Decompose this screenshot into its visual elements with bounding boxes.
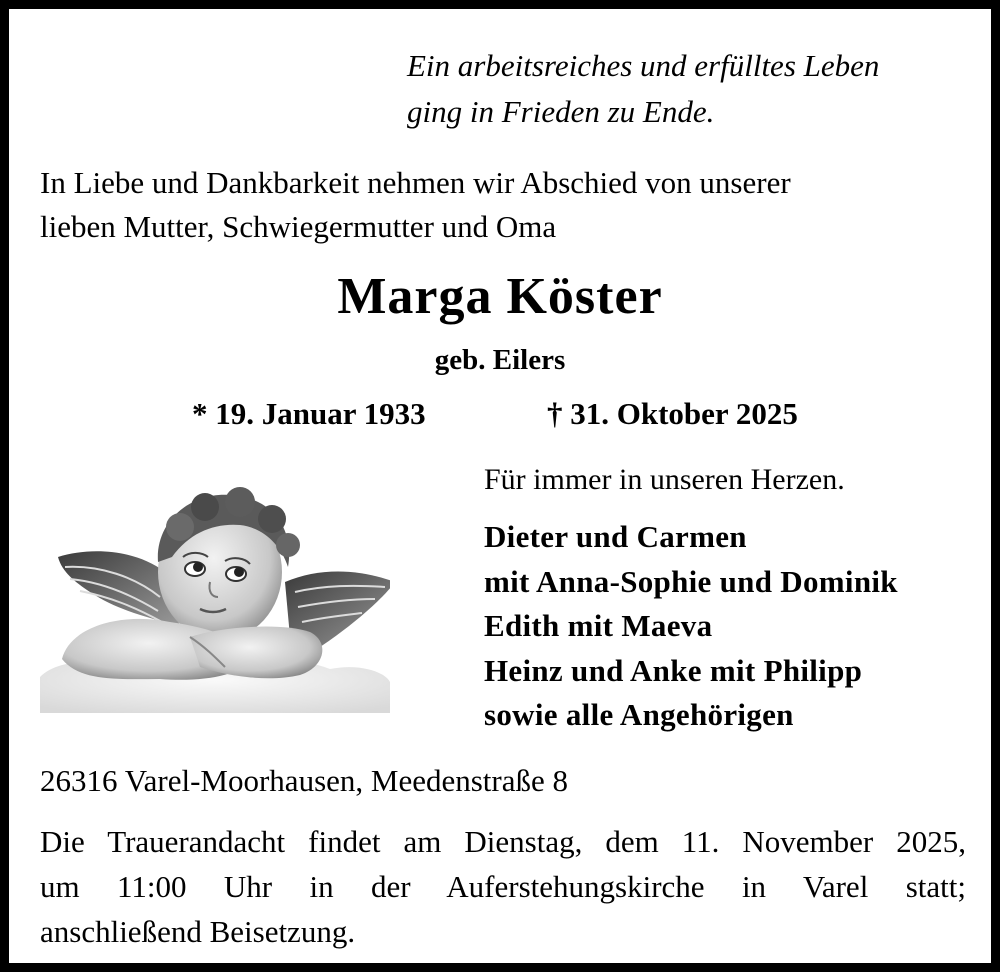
quote bbox=[407, 43, 879, 135]
intro-line-2: lieben Mutter, Schwiegermutter und Oma bbox=[40, 209, 557, 244]
quote-line-1: Ein arbeitsreiches und erfülltes Leben bbox=[407, 48, 880, 83]
address: 26316 Varel-Moorhausen, Meedenstraße 8 bbox=[40, 763, 568, 798]
deceased-name: Marga Köster bbox=[337, 268, 663, 325]
cherub-angel-icon bbox=[40, 487, 390, 713]
family-line: sowie alle Angehörigen bbox=[484, 697, 794, 732]
motto-text: Für immer in unseren Herzen. bbox=[484, 463, 845, 496]
family-line: Heinz und Anke mit Philipp bbox=[484, 652, 863, 688]
intro-line-1: In Liebe und Dankbarkeit nehmen wir Abschied von unserer bbox=[40, 165, 791, 200]
service-info bbox=[40, 819, 966, 954]
service-line-2: um 11:00 Uhr in der Auferstehungskirche in Varel statt; bbox=[40, 869, 966, 904]
birth-date: * 19. Januar 1933 bbox=[192, 396, 426, 431]
family-list bbox=[484, 515, 898, 738]
intro-text bbox=[40, 161, 791, 249]
quote-line-2: ging in Frieden zu Ende. bbox=[407, 94, 715, 129]
family-line: Edith mit Maeva bbox=[484, 608, 713, 643]
family-line: mit Anna-Sophie und Dominik bbox=[484, 563, 898, 599]
service-line-3: anschließend Beisetzung. bbox=[40, 914, 356, 949]
death-date: † 31. Oktober 2025 bbox=[547, 396, 798, 431]
maiden-name: geb. Eilers bbox=[434, 344, 566, 376]
service-line-1: Die Trauerandacht findet am Dienstag, dem 11. November 2025, bbox=[40, 824, 966, 859]
family-line: Dieter und Carmen bbox=[484, 519, 747, 554]
